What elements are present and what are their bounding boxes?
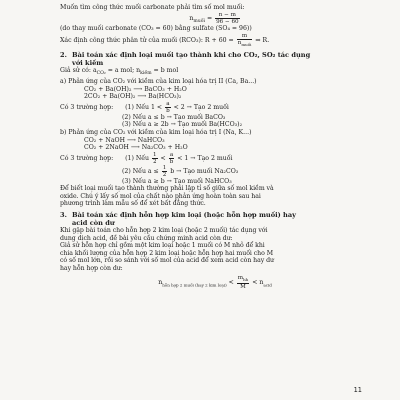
fraction [237, 33, 253, 48]
text-line: (do thay muối carbonate (CO₃ = 60) bằng sulfate (SO₄ = 96)) [60, 25, 252, 33]
text: ⇒ R. [255, 37, 270, 45]
reaction-line: CO₂ + 2NaOH ⟶ Na₂CO₃ + H₂O [84, 144, 188, 152]
text-line: chia khối lượng của hỗn hợp 2 kim loại hoặc hỗn hợp hai muối cho M [60, 249, 273, 257]
given-line [60, 67, 370, 78]
fraction [165, 101, 171, 114]
symbol: < [228, 278, 234, 286]
denominator: M [240, 283, 246, 290]
cases-line [60, 101, 370, 114]
reaction-line: CO₂ + NaOH ⟶ NaHCO₃ [84, 136, 165, 144]
section-2-title [60, 51, 370, 59]
denominator: 96 − 60 [216, 18, 239, 25]
symbol: n [189, 14, 194, 22]
numerator: 1 [162, 164, 167, 171]
symbol: = [206, 14, 213, 22]
fraction [152, 152, 158, 165]
text: Có 3 trường hợp: [60, 103, 114, 111]
subsection-b-title: b) Phản ứng của CO₂ với kiềm của kim loại hóa trị I (Na, K...) [60, 128, 252, 136]
numerator: 1 [153, 151, 157, 158]
denominator [237, 40, 253, 48]
text-line: Giả sử hỗn hợp chỉ gồm một kim loại hoặc 1 muối có M nhỏ để khi [60, 242, 265, 250]
heading-text: Bài toán xác định hỗn hợp kim loại (hoặc hỗn hợp muối) hay [72, 211, 296, 220]
symbol: n [237, 40, 242, 47]
equation-n-muoi [60, 12, 370, 26]
text: (2) Nếu a ≤ [122, 167, 159, 175]
subsection-a-title: a) Phản ứng của CO₂ với kiềm của kim loại hóa trị II (Ca, Ba...) [60, 77, 257, 85]
symbol: m [237, 274, 244, 281]
section-number: 2. [60, 51, 67, 60]
heading-text: Bài toán xác định loại muối tạo thành khi cho CO₂, SO₂ tác dụng [72, 51, 311, 60]
text: < [160, 154, 166, 162]
text-line: có số mol lớn, rồi so sánh với số mol của acid để xem acid còn hay dư [60, 257, 274, 265]
text: = b mol [151, 67, 179, 75]
section-3-title [60, 211, 370, 219]
text-line: hay hỗn hợp còn dư: [60, 265, 123, 273]
fraction [162, 165, 168, 178]
text: = a mol; n [105, 67, 141, 75]
case-line: (3) Nếu a ≥ 2b → Tạo muối Ba(HCO₃)₂ [122, 121, 243, 129]
cases-line [60, 152, 370, 165]
text-line: Để biết loại muối tạo thành thường phải lập tỉ số giữa số mol kiềm và [60, 185, 274, 193]
subscript: CO₂ [96, 71, 106, 77]
fraction [215, 12, 239, 25]
numerator [237, 275, 249, 284]
inequality-equation [60, 275, 370, 290]
denominator: 2 [162, 171, 167, 178]
text-line: Khi gặp bài toán cho hỗn hợp 2 kim loại (hoặc 2 muối) tác dụng với [60, 227, 268, 235]
subscript: muối [193, 18, 205, 24]
denominator: b [169, 158, 174, 165]
subscript: muối [241, 42, 252, 48]
text-line: Muốn tìm công thức muối carbonate phải tìm số mol muối: [60, 4, 245, 11]
page-number: 11 [353, 386, 362, 394]
subscript: acid [263, 281, 272, 287]
case-line: (3) Nếu a ≥ b → Tạo muối NaHCO₃ [122, 177, 232, 185]
fraction [237, 275, 249, 290]
text-line: oxide. Chú ý lấy số mol của chất nào phản ứng hoàn toàn sau hai [60, 192, 261, 200]
symbol: < n [252, 278, 264, 286]
numerator: m [237, 33, 253, 40]
reaction-line: CO₂ + Ba(OH)₂ ⟶ BaCO₃ + H₂O [84, 85, 187, 93]
text: b → Tạo muối Na₂CO₃ [170, 167, 239, 175]
text: Giả sử có: a [60, 67, 97, 75]
section-number: 3. [60, 211, 67, 220]
case-line [60, 165, 370, 178]
subscript: hỗn hợp 2 muối (hay 2 kim loại) [162, 281, 227, 287]
numerator: a [169, 151, 174, 158]
text: (1) Nếu [125, 154, 150, 162]
case-line: (2) Nếu a ≤ b → Tạo muối BaCO₃ [122, 113, 226, 121]
fraction [169, 152, 175, 165]
text: < 1 → Tạo 2 muối [177, 154, 233, 162]
denominator: 2 [153, 158, 157, 165]
subscript: hh [243, 276, 249, 282]
section-2-title-cont: với kiềm [72, 59, 104, 68]
symbol: n [158, 278, 163, 286]
text: Có 3 trường hợp: [60, 154, 114, 162]
text-line: phương trình làm mẫu số để xét bất đẳng thức. [60, 200, 206, 208]
numerator: n − m [215, 12, 239, 19]
subscript: kiềm [140, 71, 152, 77]
text-line: dung dịch acid, đề bài yêu cầu chứng minh acid còn dư: [60, 234, 233, 242]
equation-line [60, 33, 370, 48]
section-3-title-cont: acid còn dư [72, 219, 115, 228]
text: Xác định công thức phân tử của muối (RCO₃): R + 60 = [60, 37, 234, 45]
numerator: a [166, 100, 170, 107]
reaction-line: 2CO₂ + Ba(OH)₂ ⟶ Ba(HCO₃)₂ [84, 93, 182, 101]
text: < 2 → Tạo 2 muối [173, 103, 229, 111]
denominator: b [166, 107, 170, 114]
text: (1) Nếu 1 < [125, 103, 163, 111]
